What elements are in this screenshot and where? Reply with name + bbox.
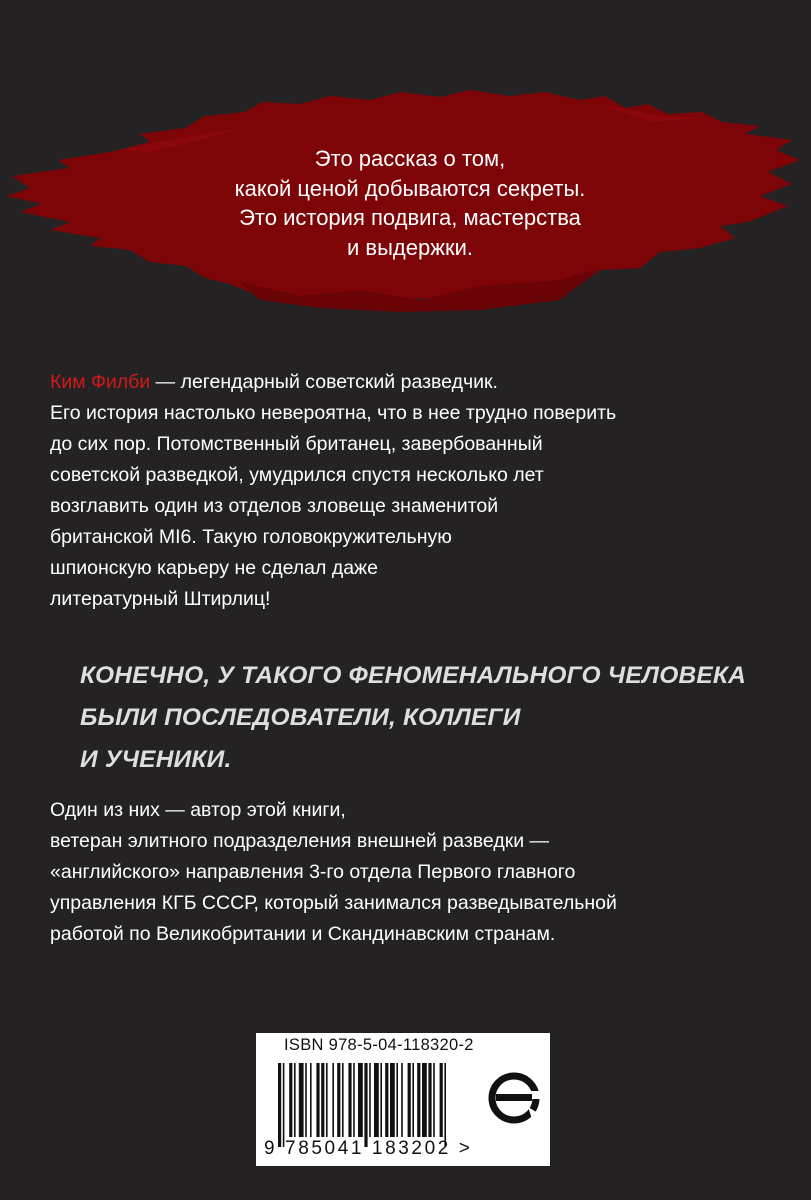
barcode-bar [374, 1063, 379, 1137]
isbn-label: ISBN 978-5-04-118320-2 [284, 1036, 474, 1054]
barcode-bar [348, 1063, 351, 1137]
isbn-digits: 9 785041 183202 > [264, 1138, 473, 1159]
barcode-bar [278, 1063, 281, 1147]
author-line: управления КГБ СССР, который занимался разведывательной [50, 892, 617, 914]
barcode-bar [390, 1063, 395, 1137]
intro-line: литературный Штирлиц! [50, 588, 271, 610]
barcode-bar [433, 1063, 435, 1137]
barcode-bar [294, 1063, 296, 1137]
author-paragraph [50, 795, 617, 950]
barcode-bar [316, 1063, 319, 1137]
tagline-line: какой ценой добываются секреты. [234, 175, 586, 201]
barcode-bar [342, 1063, 344, 1137]
intro-first-line-rest: — легендарный советский разведчик. [150, 371, 498, 393]
barcode-bar [440, 1063, 443, 1137]
intro-line: возглавить один из отделов зловеще знаменитой [50, 495, 499, 517]
quote-line: И УЧЕНИКИ. [80, 746, 232, 773]
barcode-bar [353, 1063, 355, 1137]
barcode-bar [380, 1063, 382, 1137]
barcode-bar [289, 1063, 292, 1137]
tagline-line: и выдержки. [347, 234, 473, 260]
intro-line: советской разведкой, умудрился спустя несколько лет [50, 464, 544, 486]
intro-line: британской MI6. Такую головокружительную [50, 526, 452, 548]
author-line: ветеран элитного подразделения внешней разведки — [50, 830, 550, 852]
splash-tagline [190, 144, 630, 262]
quote-line: БЫЛИ ПОСЛЕДОВАТЕЛИ, КОЛЛЕГИ [80, 704, 521, 731]
barcode-bar [299, 1063, 304, 1137]
intro-line: Его история настолько невероятна, что в нее трудно поверить [50, 402, 617, 424]
barcode-bar [408, 1063, 411, 1137]
kim-philby-highlight: Ким Филби [50, 371, 151, 393]
barcode-bar [332, 1063, 334, 1137]
barcode-bar [283, 1063, 285, 1147]
barcode-bar [364, 1063, 367, 1147]
barcode-bar [337, 1063, 340, 1137]
quote-line: КОНЕЧНО, У ТАКОГО ФЕНОМЕНАЛЬНОГО ЧЕЛОВЕКА [80, 662, 747, 689]
author-line: Один из них — автор этой книги, [50, 799, 346, 821]
italic-quote [80, 655, 746, 781]
barcode-bar [369, 1063, 371, 1137]
barcode-bar [444, 1063, 446, 1147]
tagline-line: Это история подвига, мастерства [239, 205, 581, 230]
barcode-bar [385, 1063, 388, 1137]
barcode-bar [396, 1063, 398, 1137]
barcode-bar [310, 1063, 312, 1137]
barcode-bar [321, 1063, 324, 1137]
author-line: работой по Великобритании и Скандинавским странам. [50, 923, 556, 945]
barcode-bar [305, 1063, 307, 1137]
barcode-bar [358, 1063, 363, 1137]
barcode-bar [428, 1063, 431, 1137]
author-line: «английского» направления 3-го отдела Первого главного [50, 861, 576, 883]
barcode-bar [412, 1063, 414, 1137]
barcode-bar [401, 1063, 403, 1137]
barcode-bar [417, 1063, 420, 1137]
barcode-bar [422, 1063, 427, 1137]
isbn-barcode-box [256, 1033, 550, 1166]
intro-line: до сих пор. Потомственный британец, завербованный [50, 433, 543, 455]
publisher-logo-icon [486, 1067, 542, 1129]
intro-paragraph [50, 367, 616, 615]
tagline-line: Это рассказ о том, [314, 146, 506, 171]
intro-line [50, 367, 616, 398]
intro-line: шпионскую карьеру не сделал даже [50, 557, 378, 579]
barcode-bar [326, 1063, 328, 1137]
